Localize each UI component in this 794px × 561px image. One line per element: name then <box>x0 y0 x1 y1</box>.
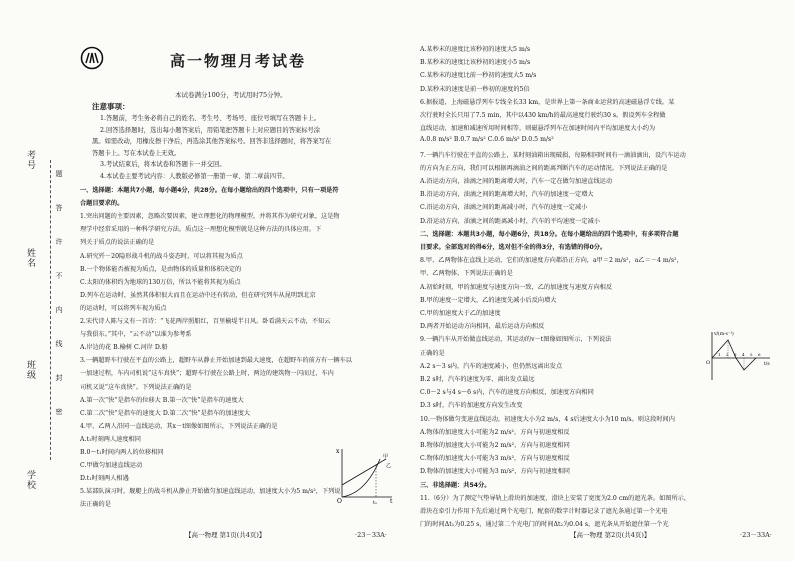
right-text-line: D.某秒末的速度是前一秒初的速度的5倍 <box>420 85 530 93</box>
right-text-line: 11.（6分）为了测定气垫导轨上滑块的加速度，滑块上安装了宽度为2.0 cm的遮光条。如图所示， <box>420 494 691 502</box>
left-text-line: 3.一辆超野车行驶在平直的公路上，超野车从静止开始加速到最大速度，在超野车的前方有一辆车以 <box>80 357 352 365</box>
left-text-line: A.t₁时刻两人速度相同 <box>80 435 141 443</box>
note-line: 黑。如需改动，用橡皮擦干净后，再选涂其他答案标号。回答非选择题时，将答案写在 <box>92 138 332 145</box>
seal-char: 答 <box>55 204 63 212</box>
right-text-line: 目要求。全部选对的得6分，选对但不全的得3分，有选错的得0分。 <box>420 244 607 251</box>
right-text-line: D.沿运动方向，油滴之间的距离减小时，汽车的平均速度一定减小 <box>420 217 600 225</box>
q9-tick: 5 <box>750 352 753 357</box>
right-text-line: 三、非选择题：共54分。 <box>420 481 491 489</box>
right-text-line: B.沿运动方向，油滴之间的距离增大时，汽车的加速度一定增大 <box>420 191 594 199</box>
seal-char: 封 <box>55 374 63 382</box>
right-text-line: C.物体的加速度大小可能为3 m/s²，方向与初速度相反 <box>420 455 570 463</box>
q9-tick-labels <box>718 352 761 357</box>
footer-right-page: 【高一物理 第2页(共4页)】 <box>570 531 651 539</box>
note-line: 4.本试卷主要考试内容：人教版必修第一册第一章、第二章前四节。 <box>100 172 289 180</box>
left-text-line: D.列车在运动时，虽然其体积很大而且在运动中还有转动，但在研究列车从昆明到北京 <box>80 291 316 299</box>
right-text-line: D.物体的加速度大小可能为3 m/s²，方向与初速度相同 <box>420 468 570 476</box>
left-text-line: B.一个物体能否被视为质点，是由物体的质量和体积决定的 <box>80 265 242 273</box>
right-text-line: 二、选择题：本题共3小题，每小题6分，共18分。在每小题给出的四个选项中，有多项符合题 <box>420 230 679 238</box>
q4-jia-label: 甲 <box>383 454 389 460</box>
note-line: 3.考试结束后，将本试卷和答题卡一并交回。 <box>100 161 226 168</box>
left-text-line: 列关于质点的说法正确的是 <box>80 239 155 247</box>
right-text-line: B.2 s时，汽车的速度为零，离出发点最远 <box>420 376 535 383</box>
left-text-line: A.研究歼－20隐形战斗机的战斗姿态时，可以将其视为质点 <box>80 252 243 260</box>
right-text-line: A.沿运动方向，油滴之间的距离增大时，汽车一定在做匀加速直线运动 <box>420 178 613 185</box>
footer-left-code: ·23－33A· <box>355 531 387 539</box>
note-line: 2.回答选择题时，选出每小题答案后，用铅笔把答题卡上对应题目的答案标号涂 <box>100 126 321 134</box>
exam-logo-icon <box>80 46 104 70</box>
seal-char: 线 <box>55 340 63 348</box>
right-text-line: 滑块在牵引力作用下先后通过两个光电门，配套的数字计时器记录了遮光条通过第一个光电 <box>420 508 668 515</box>
note-line: 1.答题前，考生务必将自己的姓名、考生号、考场号、座位号填写在答题卡上。 <box>100 115 321 122</box>
xuexiao-label: 学校 <box>25 470 35 490</box>
left-text-line: A.第一次“快”是指车的位移大 B.第一次“快”是指车的速度大 <box>80 396 244 404</box>
q9-v-label: v/(m·s⁻¹) <box>714 332 734 337</box>
q4-yi-label: 乙 <box>386 463 392 469</box>
right-text-line: 7.一辆汽车行驶在平直的公路上，某时刻油箱出现破损，每隔相同时间有一滴油滴出，设汽车运动 <box>420 151 686 159</box>
right-text-line: 直线运动，加速和减速所用时间相等，则磁悬浮列车在加速时间内平均加速度大小约为 <box>420 125 656 133</box>
left-text-line: 合题目要求的。 <box>80 200 124 208</box>
right-text-line: A.0.8 m/s² B.0.7 m/s² C.0.6 m/s² D.0.5 m/s² <box>420 136 554 144</box>
right-text-line: C.甲的加速度大于乙的加速度 <box>420 310 501 317</box>
exam-info: 本试卷满分100分，考试用时75分钟。 <box>175 91 287 99</box>
left-text-line: 法正确的是 <box>80 501 111 509</box>
right-text-line: 9.一辆汽车从开始做直线运动，其运动的v－t图像如图所示，下列说法 <box>420 336 612 344</box>
page-title: 高一物理月考试卷 <box>170 52 307 70</box>
binding-margin <box>0 0 74 561</box>
banji-label: 班级 <box>25 360 35 380</box>
footer-right-code: ·23－33A· <box>740 531 772 539</box>
q4-x-label: x <box>336 448 340 455</box>
left-text-line: B.0～t₁时间内两人的位移相同 <box>80 449 164 456</box>
kaohao-label: 考号 <box>25 150 35 170</box>
right-text-line: A.物体的加速度大小可能为2 m/s²，方向与初速度相反 <box>420 428 570 436</box>
notes-heading: 注意事项： <box>92 102 130 111</box>
q4-t1-label: t₁ <box>373 500 378 505</box>
left-text-line: C.第二次“快”是指车的速度大 D.第二次“快”是指车的加速度大 <box>80 409 251 417</box>
xingming-label: 姓名 <box>25 248 35 268</box>
left-text-line: 理学中经常采用的一种科学研究方法。质点这一理想化模型就是这种方法的具体应用。下 <box>80 226 322 234</box>
right-text-line: B.物体的加速度大小可能为2 m/s²，方向与初速度相同 <box>420 442 570 449</box>
q9-tick: 6 <box>758 352 761 357</box>
q9-vt-graph <box>704 328 774 383</box>
q4-xt-graph <box>336 445 396 505</box>
q4-t-label: t <box>390 498 393 505</box>
right-text-line: A.2 s～3 s内，汽车的速度减小，但仍然远离出发点 <box>420 362 563 370</box>
seal-char: 不 <box>55 272 63 280</box>
seal-char: 内 <box>55 306 63 314</box>
left-text-line: D.t₁时刻两人相遇 <box>80 475 129 483</box>
q9-tick: 4 <box>742 352 745 357</box>
left-text-line: A.岸边的花 B.榆树 C.河岸 D.船 <box>80 344 168 352</box>
q9-tick: 3 <box>734 352 737 357</box>
q9-t-label: t/s <box>764 362 770 367</box>
left-text-line: 2.宋代诗人陈与义有一首诗：“飞花两岸照船红，百里榆堤半日风。卧看满天云不动，不知云 <box>80 318 331 325</box>
right-text-line: 6.据报道，上海磁悬浮列车专线全长33 km，是世界上第一条商业运营的高速磁悬浮专线。某 <box>420 98 675 106</box>
left-text-line: 4.甲、乙两人沿同一直线运动，其x－t图像如图所示，下列说法正确的是 <box>80 422 278 430</box>
q4-origin: O <box>337 498 342 505</box>
left-text-line: 司机又说“这车真快”。下列说法正确的是 <box>80 383 192 391</box>
q9-origin: O <box>706 360 711 366</box>
left-text-line: 5.某部队演习时，舰艇上的战斗机从静止开始做匀加速直线运动，加速度大小为5 m/s²，下列说 <box>80 488 341 496</box>
right-text-line: D.两者开始运动方向相同，最后运动方向相反 <box>420 323 545 331</box>
right-text-line: 门的时间Δt₁为0.25 s，通过第二个光电门的时间Δt₂为0.04 s，遮光条从开始遮住第一个光 <box>420 521 669 529</box>
q9-tick: 2 <box>726 352 729 357</box>
right-text-line: C.沿运动方向，油滴之间的距离减小时，汽车的速度一定减小 <box>420 204 588 212</box>
seal-char: 许 <box>55 238 63 246</box>
footer-left-page: 【高一物理 第1页(共4页)】 <box>185 531 266 539</box>
left-text-line: 与我俱东。”其中，“云不动”以谁为参考系 <box>80 331 192 339</box>
left-text-line: C.甲做匀加速直线运动 <box>80 462 143 470</box>
q9-tick: 1 <box>718 352 721 357</box>
left-text-line: 一、选择题：本题共7小题，每小题4分，共28分。在每小题给出的四个选项中，只有一项是符 <box>80 187 339 194</box>
left-text-line: C.太阳的体积约为地球的130万倍，所以不能将其视为质点 <box>80 278 241 286</box>
right-text-line: B.某秒末的速度比该秒初的速度小5 m/s <box>420 59 531 67</box>
seal-char: 密 <box>55 408 63 416</box>
right-text-line: 8.甲、乙两物体在直线上运动，它们的加速度方向都沿正方向，a甲＝2 m/s²，a乙＝－4 m/s²， <box>420 257 683 265</box>
seal-line <box>50 160 51 460</box>
left-text-line: 一加速过程，车内司机说“这车真快”；超野车行驶在公路上时，两边的建筑物一闪而过，车内 <box>80 370 334 378</box>
right-text-line: C.0～2 s与4 s～6 s内，汽车的速度方向相反，加速度方向相同 <box>420 389 594 397</box>
note-line: 答题卡上。写在本试卷上无效。 <box>92 149 181 157</box>
right-text-line: 正确的是 <box>420 349 445 357</box>
right-text-line: 甲、乙两物体，下列说法正确的是 <box>420 270 513 278</box>
right-text-line: 的方向为正方向，我们可以根据再滴油之间的距离判断汽车的运动情况。下列说法正确的是 <box>420 164 668 172</box>
right-text-line: 次行驶时全长只用了7.5 min，其中以430 km/h的最高速度行驶约30 s。假设列车全程做 <box>420 112 666 119</box>
right-text-line: A.某秒末的速度比该秒初的速度大5 m/s <box>420 46 531 53</box>
right-text-line: A.初始时刻，甲的加速度与速度方向一致，乙的加速度与速度方向相反 <box>420 283 613 291</box>
seal-char: 题 <box>55 170 63 178</box>
right-text-line: 10.一物体做匀变速直线运动，初速度大小为2 m/s，4 s后速度大小为10 m/s。则这段时间内 <box>420 415 675 423</box>
left-text-line: 1.突出问题的主要因素，忽略次要因素，建立理想化的物理模型，并将其作为研究对象，这是物 <box>80 213 340 221</box>
right-text-line: B.甲的速度一定增大，乙的速度先减小后反向增大 <box>420 296 557 304</box>
right-text-line: D.3 s时，汽车的加速度方向发生改变 <box>420 402 523 410</box>
left-text-line: 的运动时，可以将列车视为质点 <box>80 304 167 312</box>
right-text-line: C.某秒末的速度比前一秒初的速度大5 m/s <box>420 72 537 80</box>
